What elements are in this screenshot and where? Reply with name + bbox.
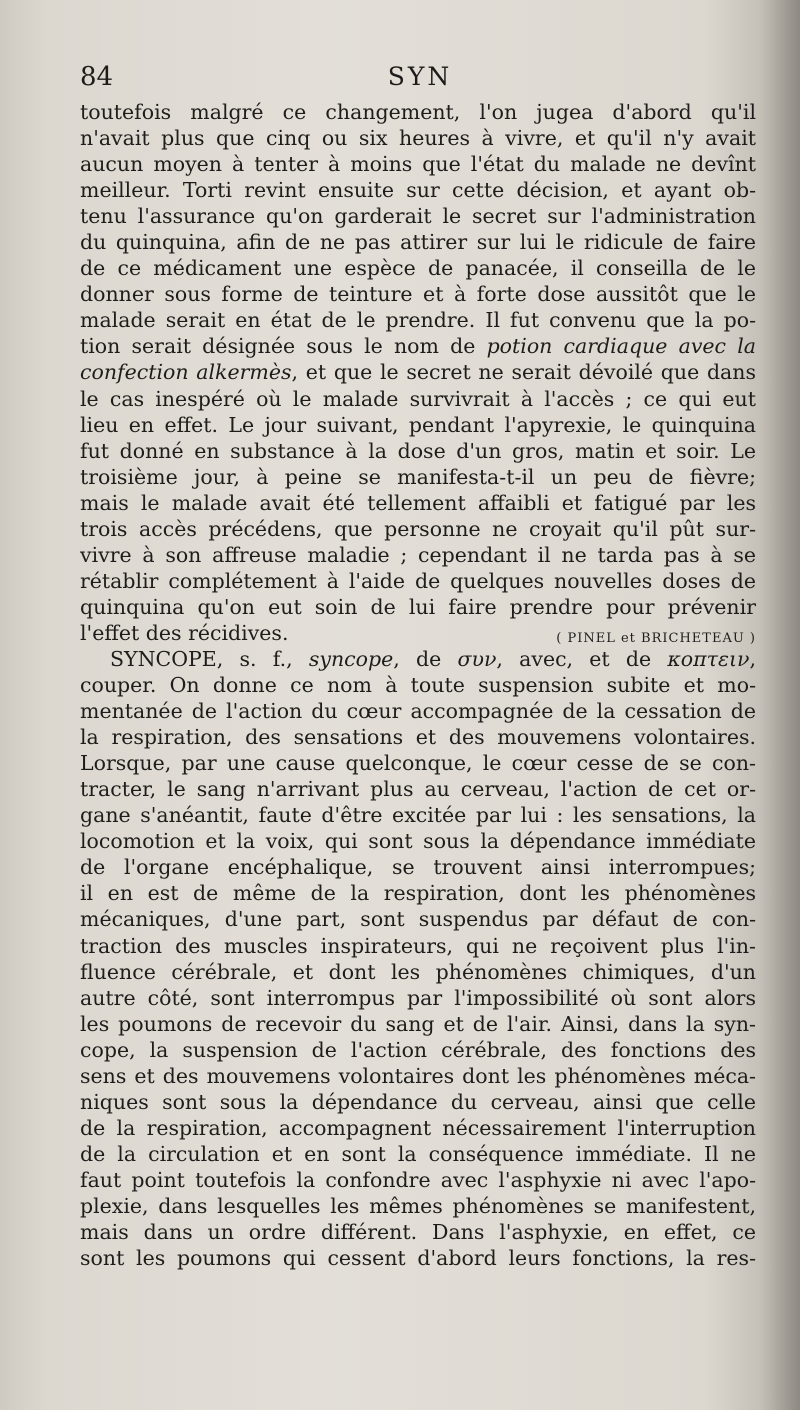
text-line [80, 333, 756, 359]
text-line: mécaniques, d'une part, sont suspendus par défaut de con- [80, 907, 756, 932]
text-line: niques sont sous la dépendance du cerveau, ainsi que celle [80, 1089, 756, 1114]
text-line: du quinquina, afin de ne pas attirer sur lui le ridicule de faire [80, 230, 756, 255]
text-run: , de [393, 646, 458, 671]
text-line: sont les poumons qui cessent d'abord leurs fonctions, la res- [80, 1246, 756, 1271]
text-line: l'effet des récidives. [80, 620, 289, 645]
text-line: rétablir complétement à l'aide de quelques nouvelles doses de [80, 568, 756, 593]
text-line: de ce médicament une espèce de panacée, il conseilla de le [80, 256, 756, 281]
text-line: gane s'anéantit, faute d'être excitée par lui : les sensations, la [80, 803, 756, 828]
text-line: plexie, dans lesquelles les mêmes phénomènes se manifestent, [80, 1193, 756, 1218]
text-line: il en est de même de la respiration, dont les phénomènes [80, 881, 756, 906]
text-line: lieu en effet. Le jour suivant, pendant l'apyrexie, le quinquina [80, 412, 756, 437]
running-head-word: SYN [387, 62, 453, 91]
text-line: de l'organe encéphalique, se trouvent ainsi interrompues; [80, 855, 756, 880]
text-run: , [749, 646, 756, 671]
text-line: mentanée de l'action du cœur accompagnée de la cessation de [80, 699, 756, 724]
text-line: autre côté, sont interrompus par l'impossibilité où sont alors [80, 985, 756, 1010]
text-line: traction des muscles inspirateurs, qui ne reçoivent plus l'in- [80, 933, 756, 958]
text-line: tenu l'assurance qu'on garderait le secret sur l'administration [80, 204, 756, 229]
greek-word: συν [457, 646, 497, 671]
text-line: de la circulation et en sont la conséquence immédiate. Il ne [80, 1141, 756, 1166]
text-line: faut point toutefois la confondre avec l'asphyxie ni avec l'apo- [80, 1167, 756, 1192]
page-edge-shadow [760, 0, 800, 1410]
text-run: tion serait désignée sous le nom de [80, 334, 487, 359]
greek-word: κοπτειν [667, 646, 750, 671]
text-line: cope, la suspension de l'action cérébrale, des fonctions des [80, 1037, 756, 1062]
text-line: locomotion et la voix, qui sont sous la dépendance immédiate [80, 829, 756, 854]
text-run: , avec, et de [496, 646, 668, 671]
text-line: les poumons de recevoir du sang et de l'air. Ainsi, dans la syn- [80, 1011, 756, 1036]
italic-phrase: confection alkermès [80, 360, 292, 385]
text-line: toutefois malgré ce changement, l'on jugea d'abord qu'il [80, 100, 756, 124]
text-line: aucun moyen à tenter à moins que l'état du malade ne devînt [80, 152, 756, 177]
text-line: mais dans un ordre différent. Dans l'asphyxie, en effet, ce [80, 1220, 756, 1245]
running-head [80, 62, 760, 102]
text-line: tracter, le sang n'arrivant plus au cerveau, l'action de cet or- [80, 777, 756, 802]
text-line: meilleur. Torti revint ensuite sur cette décision, et ayant ob- [80, 178, 756, 203]
author-signature: ( PINEL et BRICHETEAU ) [556, 630, 756, 646]
text-line: vivre à son affreuse maladie ; cependant il ne tarda pas à se [80, 542, 756, 567]
page-number: 84 [80, 62, 114, 92]
latin-term: syncope [308, 646, 394, 671]
text-line: trois accès précédens, que personne ne croyait qu'il pût sur- [80, 516, 756, 541]
text-line: de la respiration, accompagnent nécessairement l'interruption [80, 1115, 756, 1140]
text-line: sens et des mouvemens volontaires dont les phénomènes méca- [80, 1063, 756, 1088]
text-line: Lorsque, par une cause quelconque, le cœur cesse de se con- [80, 751, 756, 776]
text-line: le cas inespéré où le malade survivrait à l'accès ; ce qui eut [80, 386, 756, 411]
text-line: troisième jour, à peine se manifesta-t-il un peu de fièvre; [80, 464, 756, 489]
text-line: couper. On donne ce nom à toute suspension subite et mo- [80, 673, 756, 698]
text-line: la respiration, des sensations et des mouvemens volontaires. [80, 725, 756, 750]
entry-first-line [80, 646, 756, 672]
text-line: fluence cérébrale, et dont les phénomènes chimiques, d'un [80, 959, 756, 984]
text-line: n'avait plus que cinq ou six heures à vivre, et qu'il n'y avait [80, 126, 756, 151]
italic-phrase: potion cardiaque avec la [486, 334, 756, 359]
text-run: , et que le secret ne serait dévoilé que dans [291, 360, 756, 385]
entry-headword: SYNCOPE [110, 646, 217, 671]
grammar-note: , s. f., [216, 646, 309, 671]
signature-line [80, 620, 756, 646]
text-line: fut donné en substance à la dose d'un gros, matin et soir. Le [80, 438, 756, 463]
text-line: quinquina qu'on eut soin de lui faire prendre pour prévenir [80, 594, 756, 619]
text-line: mais le malade avait été tellement affaibli et fatigué par les [80, 490, 756, 515]
text-line: donner sous forme de teinture et à forte dose aussitôt que le [80, 282, 756, 307]
text-line: malade serait en état de le prendre. Il fut convenu que la po- [80, 308, 756, 333]
text-block [80, 99, 756, 1271]
text-line [80, 359, 756, 385]
